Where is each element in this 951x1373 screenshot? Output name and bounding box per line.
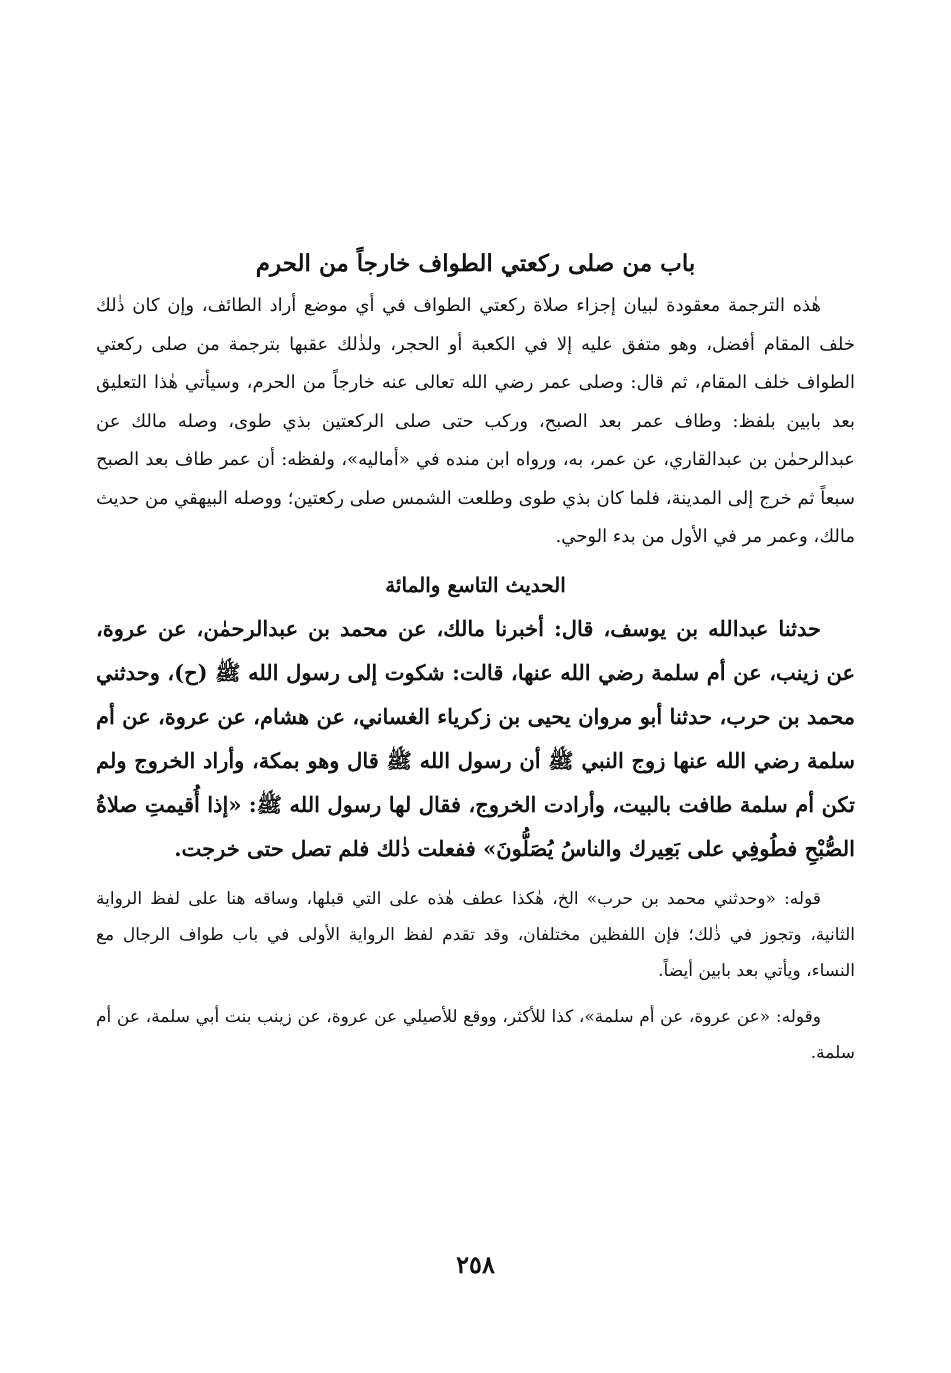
page-content	[96, 242, 855, 1071]
chapter-title: باب من صلى ركعتي الطواف خارجاً من الحرم	[255, 250, 696, 277]
commentary-paragraph-1: قوله: «وحدثني محمد بن حرب» الخ، هٰكذا عطف هٰذه على التي قبلها، وساقه هنا على لفظ الرواية الثانية، وتجوز في ذٰلك؛ فإن اللفظين مختلفان، وقد تقدم لفظ الرواية الأولى في باب طواف الرجال مع النساء، ويأتي بعد بابين أيضاً.	[96, 888, 855, 981]
commentary-paragraph-2: وقوله: «عن عروة، عن أم سلمة»، كذا للأكثر، ووقع للأصيلي عن عروة، عن زينب بنت أبي سلمة، عن أم سلمة.	[96, 1006, 855, 1063]
hadith-number-heading: الحديث التاسع والمائة	[385, 572, 566, 597]
paragraph-gap	[96, 989, 855, 999]
section-divider	[96, 871, 855, 881]
hadith-text: حدثنا عبدالله بن يوسف، قال: أخبرنا مالك، عن محمد بن عبدالرحمٰن، عن عروة، عن زينب، عن أم سلمة رضي الله عنها، قالت: شكوت إلى رسول الله ﷺ (ح)، وحدثني محمد بن حرب، حدثنا أبو مروان يحيى بن زكرياء الغساني، عن هشام، عن عروة، عن أم سلمة رضي الله عنها زوج النبي ﷺ أن رسول الله ﷺ قال وهو بمكة، وأراد الخروج ولم تكن أم سلمة طافت بالبيت، وأرادت الخروج، فقال لها رسول الله ﷺ: «إذا أُقيمتِ صلاةُ الصُّبْحِ فطُوفِي على بَعِيرك والناسُ يُصَلُّونَ» ففعلت ذٰلك فلم تصل حتى خرجت.	[96, 615, 856, 861]
page-number: ٢٥٨	[456, 1250, 495, 1279]
intro-paragraph: هٰذه الترجمة معقودة لبيان إجزاء صلاة ركعتي الطواف في أي موضع أراد الطائف، وإن كان ذٰلك خلف المقام أفضل، وهو متفق عليه إلا في الكعبة أو الحجر، ولذٰلك عقبها بترجمة من صلى ركعتي الطواف خلف المقام، ثم قال: وصلى عمر رضي الله تعالى عنه خارجاً من الحرم، وسيأتي هٰذا التعليق بعد بابين بلفظ: وطاف عمر بعد الصبح، وركب حتى صلى الركعتين بذي طوى، وصله مالك عن عبدالرحمٰن بن عبدالقاري، عن عمر، به، ورواه ابن منده في «أماليه»، ولفظه: أن عمر طاف بعد الصبح سبعاً ثم خرج إلى المدينة، فلما كان بذي طوى وطلعت الشمس صلى ركعتين؛ ووصله البيهقي من حديث مالك، وعمر مر في الأول من بدء الوحي.	[96, 295, 855, 547]
